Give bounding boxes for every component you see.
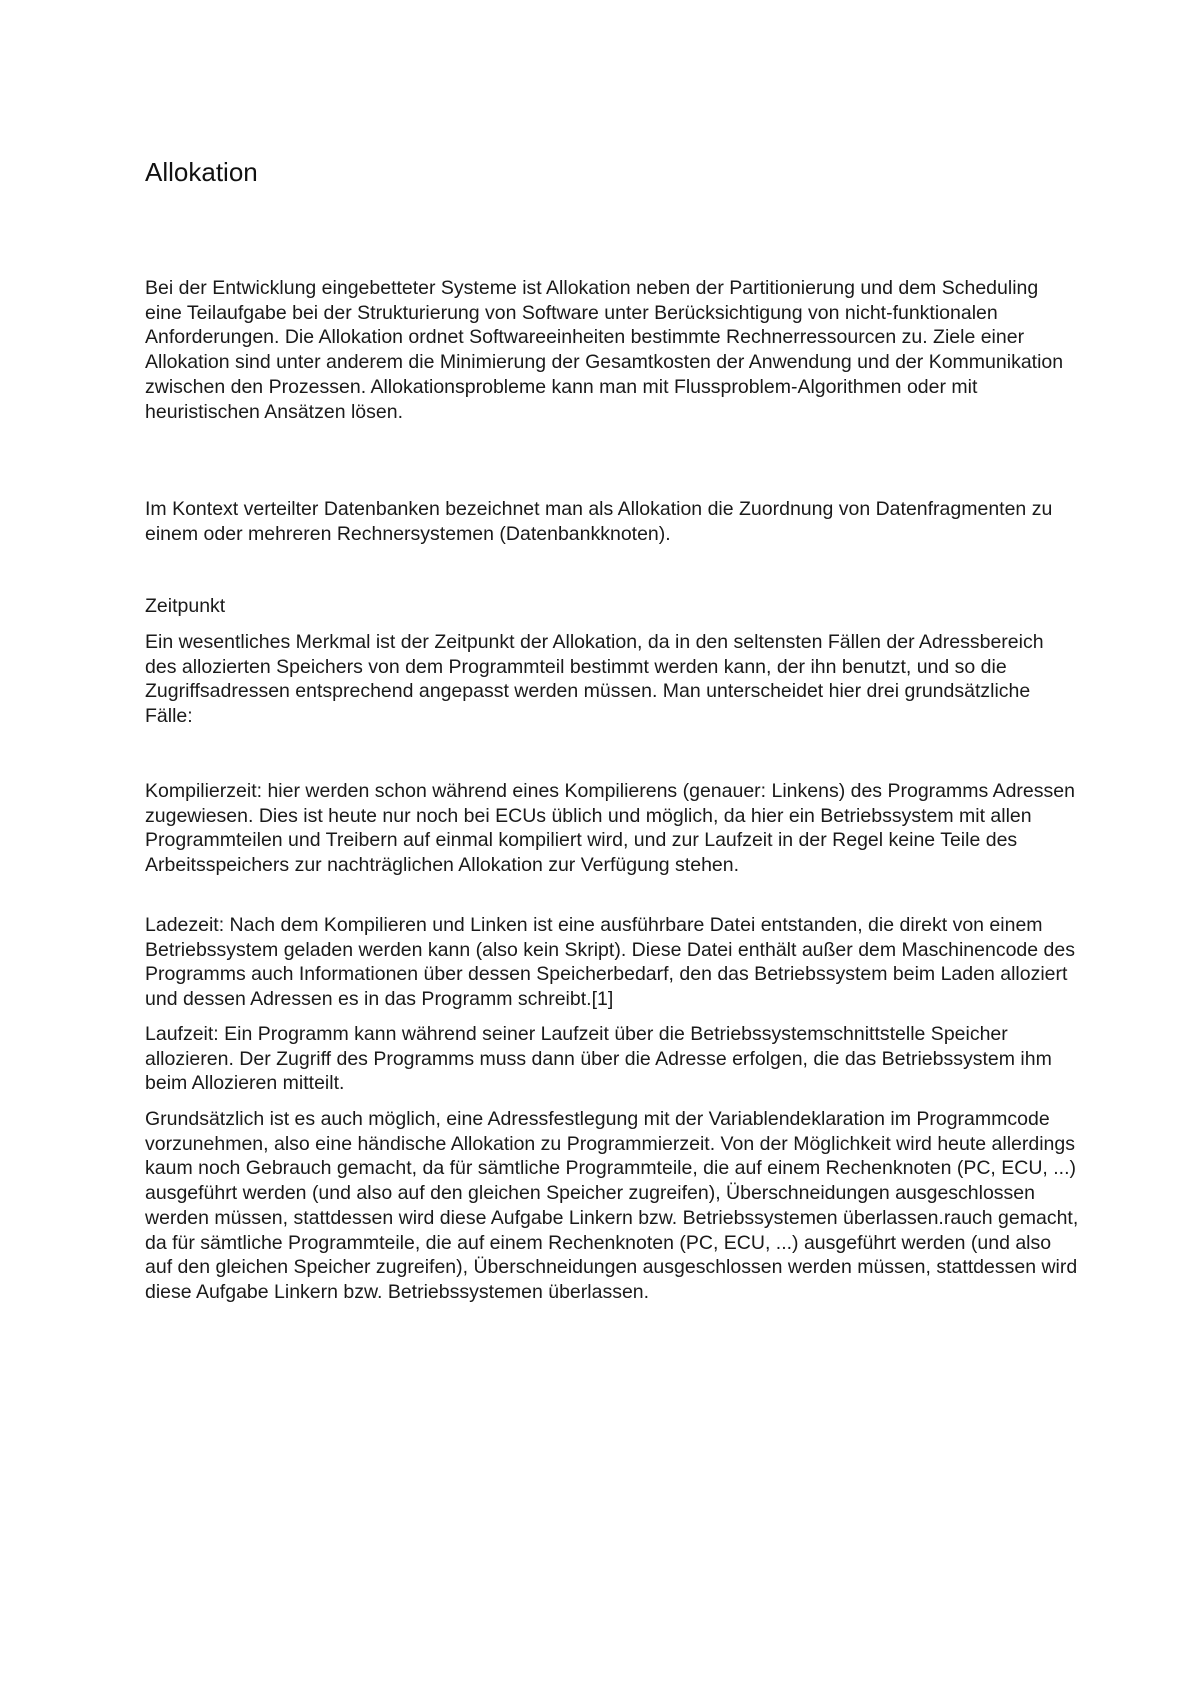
intro-paragraph: Bei der Entwicklung eingebetteter Systeme ist Allokation neben der Partitionierung und dem Scheduling eine Teilaufgabe bei der Strukturierung von Software unter Berücksichtigung von nicht-funktionalen Anforderungen. Die Allokation ordnet Softwareeinheiten bestimmte Rechnerressourcen zu. Ziele einer Allokation sind unter anderem die Minimierung der Gesamtkosten der Anwendung und der Kommunikation zwischen den Prozessen. Allokationsprobleme kann man mit Flussproblem-Algorithmen oder mit heuristischen Ansätzen lösen.	[145, 277, 1064, 423]
load-time-paragraph: Ladezeit: Nach dem Kompilieren und Linken ist eine ausführbare Datei entstanden, die direkt von einem Betriebssystem geladen werden kann (also kein Skript). Diese Datei enthält außer dem Maschinencode des Programms auch Informationen über dessen Speicherbedarf, den das Betriebssystem beim Laden alloziert und dessen Adressen es in das Programm schreibt.[1]	[145, 914, 1075, 1011]
compile-time-paragraph: Kompilierzeit: hier werden schon während eines Kompilierens (genauer: Linkens) des Programms Adressen zugewiesen. Dies ist heute nur noch bei ECUs üblich und möglich, da hier ein Betriebssystem mit allen Programmteilen und Treibern auf einmal kompiliert wird, und zur Laufzeit in der Regel keine Teile des Arbeitsspeichers zur nachträglichen Allokation zur Verfügung stehen.	[145, 780, 1075, 877]
section-heading: Zeitpunkt	[145, 595, 226, 617]
run-time-paragraph: Laufzeit: Ein Programm kann während seiner Laufzeit über die Betriebssystemschnittstelle Speicher allozieren. Der Zugriff des Programms muss dann über die Adresse erfolgen, die das Betriebssystem ihm beim Allozieren mitteilt.	[145, 1023, 1052, 1095]
database-paragraph: Im Kontext verteilter Datenbanken bezeichnet man als Allokation die Zuordnung von Datenfragmenten zu einem oder mehreren Rechnersystemen (Datenbankknoten).	[145, 498, 1053, 545]
document-title: Allokation	[145, 157, 258, 187]
section-paragraph: Ein wesentliches Merkmal ist der Zeitpunkt der Allokation, da in den seltensten Fällen der Adressbereich des allozierten Speichers von dem Programmteil bestimmt werden kann, der ihn benutzt, und so die Zugriffsadressen entsprechend angepasst werden müssen. Man unterscheidet hier drei grundsätzliche Fälle:	[145, 631, 1044, 728]
closing-paragraph: Grundsätzlich ist es auch möglich, eine Adressfestlegung mit der Variablendeklaration im Programmcode vorzunehmen, also eine händische Allokation zu Programmierzeit. Von der Möglichkeit wird heute allerdings kaum noch Gebrauch gemacht, da für sämtliche Programmteile, die auf einem Rechenknoten (PC, ECU, ...) ausgeführt werden (und also auf den gleichen Speicher zugreifen), Überschneidungen ausgeschlossen werden müssen, stattdessen wird diese Aufgabe Linkern bzw. Betriebssystemen überlassen.rauch gemacht, da für sämtliche Programmteile, die auf einem Rechenknoten (PC, ECU, ...) ausgeführt werden (und also auf den gleichen Speicher zugreifen), Überschneidungen ausgeschlossen werden müssen, stattdessen wird diese Aufgabe Linkern bzw. Betriebssystemen überlassen.	[145, 1108, 1079, 1303]
